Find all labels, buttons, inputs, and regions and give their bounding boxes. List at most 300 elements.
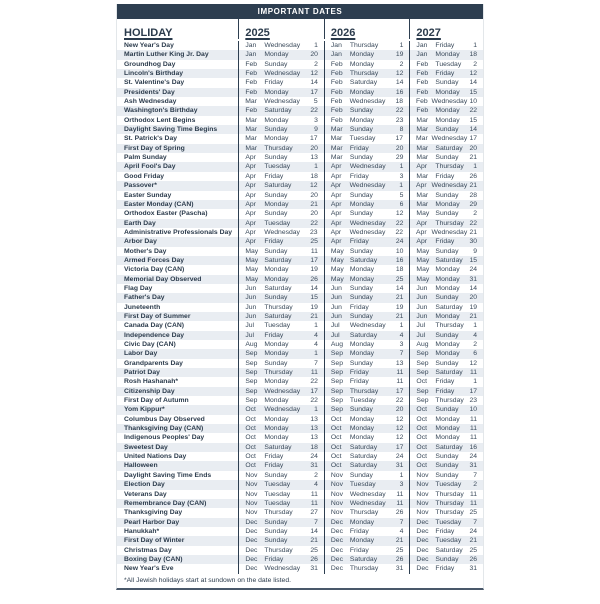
date-cell-2026 [324,471,410,480]
holiday-name: Presidents' Day [124,88,175,96]
month: Sep [330,387,343,395]
month: Mar [330,126,343,134]
weekday: Wednesday [264,406,301,414]
month: May [330,256,344,264]
day-number: 2 [399,60,404,68]
month: Mar [416,172,429,180]
day-number: 24 [310,453,318,461]
date-cell-2027 [409,219,483,228]
table-row [117,312,483,321]
date-cell-2026 [324,405,410,414]
weekday: Thursday [349,42,379,49]
year-column-header-2027 [409,19,483,39]
day-number: 7 [314,518,318,526]
table-row [117,97,483,106]
day-number: 11 [310,499,318,507]
day-number: 10 [395,247,404,255]
date-cell-2027 [409,461,483,470]
weekday: Monday [264,378,289,386]
weekday: Sunday [435,359,459,367]
month: Nov [416,471,429,479]
day-number: 22 [469,107,478,115]
month: Feb [416,98,428,106]
weekday: Sunday [264,471,288,479]
month: Oct [245,462,256,470]
month: Oct [245,425,256,433]
table-row [117,340,483,349]
month: Mar [416,126,429,134]
date-cell-2027 [409,153,483,162]
weekday: Monday [264,135,289,143]
weekday: Friday [264,79,284,87]
date-cell-2027 [409,508,483,517]
day-number: 1 [473,378,478,386]
month: Oct [330,425,342,433]
month: Feb [416,107,429,115]
month: Apr [330,163,342,171]
day-number: 19 [469,303,478,311]
weekday: Thursday [349,509,379,517]
date-cell-2027 [409,471,483,480]
weekday: Friday [264,238,284,246]
weekday: Saturday [264,284,292,292]
weekday: Sunday [349,294,373,302]
month: Mar [416,191,429,199]
date-cell-2026 [324,518,410,527]
day-number: 18 [310,172,318,180]
table-row [117,480,483,489]
weekday: Monday [435,312,460,320]
day-number: 18 [395,266,404,274]
weekday: Sunday [349,191,373,199]
date-cell-2026 [324,461,410,470]
month: Mar [416,200,429,208]
weekday: Wednesday [349,98,386,106]
weekday: Sunday [435,462,459,470]
date-cell-2025 [238,461,324,470]
date-cell-2027 [409,536,483,545]
table-row [117,209,483,218]
day-number: 7 [314,359,318,367]
holiday-name: Armed Forces Day [124,256,185,264]
month: Nov [245,509,258,517]
month: Mar [416,135,428,143]
weekday: Saturday [264,256,292,264]
month: Apr [245,210,256,218]
weekday: Thursday [264,144,293,152]
weekday: Saturday [264,182,292,190]
weekday: Saturday [264,443,292,451]
date-cell-2027 [409,125,483,134]
date-cell-2025 [238,200,324,209]
date-cell-2027 [409,275,483,284]
day-number: 29 [395,154,404,162]
day-number: 19 [395,303,404,311]
day-number: 13 [310,415,318,423]
holiday-name: Lincoln's Birthday [124,70,184,78]
day-number: 15 [310,294,318,302]
month: Jul [245,331,255,339]
day-number: 22 [469,219,478,227]
weekday: Wednesday [264,228,300,236]
holiday-name: Memorial Day Observed [124,275,202,283]
holiday-name: Boxing Day (CAN) [124,555,183,563]
day-number: 13 [310,154,318,162]
footnote: *All Jewish holidays start at sundown on the date listed. [124,576,291,584]
date-cell-2025 [238,60,324,69]
weekday: Sunday [264,359,288,367]
month: Dec [245,537,258,545]
weekday: Monday [349,88,375,96]
holiday-name: United Nations Day [124,453,187,461]
month: May [245,247,259,255]
table-row [117,265,483,274]
date-cell-2025 [238,181,323,190]
date-cell-2027 [409,172,483,181]
weekday: Tuesday [264,322,291,330]
weekday: Tuesday [435,537,462,545]
date-cell-2026 [324,433,410,442]
day-number: 22 [310,219,318,227]
holiday-name: Christmas Day [124,546,172,554]
month: Sep [330,378,343,386]
date-cell-2025 [238,490,324,499]
day-number: 31 [469,275,478,283]
holiday-name: Victoria Day (CAN) [124,266,185,274]
weekday: Monday [349,425,375,433]
day-number: 12 [395,425,404,433]
holiday-name: St. Patrick's Day [124,135,177,143]
weekday: Saturday [435,369,463,377]
month: Dec [330,565,343,573]
date-cell-2025 [238,508,324,517]
date-cell-2025 [238,443,324,452]
date-cell-2027 [409,312,483,321]
month: Dec [245,546,258,554]
day-number: 7 [473,518,478,526]
date-cell-2025 [238,405,324,414]
date-cell-2025 [238,228,323,237]
month: Jul [245,322,255,330]
date-cell-2027 [409,490,483,499]
day-number: 14 [310,527,318,535]
month: Sep [330,397,343,405]
date-cell-2025 [238,153,324,162]
date-cell-2026 [324,359,410,368]
weekday: Monday [349,415,375,423]
day-number: 2 [314,60,318,68]
weekday: Saturday [435,546,463,554]
date-cell-2025 [238,172,324,181]
month: Sep [330,406,343,414]
holiday-name: Orthodox Easter (Pascha) [124,210,208,218]
month: Sep [330,359,343,367]
holiday-name: Patriot Day [124,369,160,377]
weekday: Sunday [264,518,288,526]
year-column-header-2025 [238,19,324,39]
day-number: 15 [469,88,478,96]
month: May [245,266,259,274]
weekday: Monday [264,425,289,433]
day-number: 16 [395,256,404,264]
weekday: Sunday [349,210,373,218]
weekday: Monday [264,341,289,348]
page-title: IMPORTANT DATES [257,7,343,16]
month: May [330,266,344,274]
weekday: Friday [349,369,369,377]
date-cell-2026 [324,200,410,209]
month: May [245,275,259,283]
date-cell-2026 [324,527,410,536]
weekday: Monday [264,51,289,59]
date-cell-2026 [324,116,410,125]
date-cell-2026 [324,424,410,433]
month: Nov [330,481,343,489]
date-cell-2027 [409,116,483,125]
weekday: Saturday [435,144,463,152]
month: Feb [416,60,429,68]
weekday: Monday [264,200,289,208]
month: Jan [330,42,342,49]
table-row [117,518,483,527]
day-number: 6 [473,350,478,358]
holiday-name: Juneteenth [124,303,161,311]
month: Jun [330,294,342,302]
weekday: Tuesday [264,499,291,507]
day-number: 1 [314,42,318,49]
date-cell-2027 [409,415,483,424]
weekday: Monday [264,88,289,96]
date-cell-2026 [324,349,410,358]
weekday: Saturday [264,312,292,320]
month: Mar [245,116,258,124]
weekday: Friday [349,546,369,554]
day-number: 31 [469,565,478,573]
day-number: 5 [399,191,404,199]
holiday-name: First Day of Autumn [124,397,189,405]
day-number: 12 [469,70,478,78]
date-cell-2025 [238,368,324,377]
month: May [416,210,430,218]
date-cell-2027 [409,546,483,555]
holiday-name: Flag Day [124,284,153,292]
day-number: 31 [395,462,404,470]
month: Feb [330,107,343,115]
weekday: Sunday [349,471,373,479]
date-cell-2026 [324,490,410,499]
month: Oct [245,434,256,442]
date-cell-2027 [409,340,483,349]
day-number: 1 [473,322,478,330]
date-cell-2025 [238,321,324,330]
weekday: Sunday [264,154,288,162]
month: Sep [330,369,343,377]
weekday: Tuesday [264,490,291,498]
month: Apr [330,191,342,199]
weekday: Monday [349,200,375,208]
weekday: Sunday [349,154,373,162]
weekday: Saturday [349,256,378,264]
date-cell-2025 [238,293,324,302]
day-number: 22 [395,228,403,236]
day-number: 25 [395,275,404,283]
weekday: Monday [349,275,375,283]
holiday-name: Father's Day [124,294,165,302]
holiday-name: Good Friday [124,172,165,180]
table-row [117,247,483,256]
weekday: Sunday [349,312,373,320]
date-cell-2025 [238,265,324,274]
table-row [117,359,483,368]
holiday-name: Hanukkah* [124,527,160,535]
table-row [117,284,483,293]
day-number: 4 [314,331,318,339]
weekday: Saturday [349,79,378,87]
month: Dec [416,546,429,554]
table-row [117,219,483,228]
day-number: 22 [395,397,404,405]
day-number: 31 [310,462,318,470]
table-row [117,415,483,424]
table-row [117,321,483,330]
weekday: Friday [435,238,455,246]
table-row [117,424,483,433]
table-row [117,69,483,78]
table-row [117,536,483,545]
month: May [416,266,430,274]
month: Jul [330,331,340,339]
weekday: Sunday [264,126,288,134]
day-number: 11 [469,499,478,507]
month: Feb [245,70,258,78]
date-cell-2027 [409,200,483,209]
day-number: 19 [310,303,318,311]
day-number: 17 [310,256,318,264]
weekday: Sunday [435,555,459,563]
month: Jan [245,51,257,59]
date-cell-2025 [238,125,324,134]
weekday: Thursday [264,509,293,517]
day-number: 14 [395,284,404,292]
weekday: Wednesday [431,228,468,236]
day-number: 14 [310,79,318,87]
date-cell-2026 [324,275,410,284]
date-cell-2025 [238,303,324,312]
day-number: 20 [395,406,404,414]
holiday-name: Citizenship Day [124,387,175,395]
holiday-name: Thanksgiving Day (CAN) [124,425,204,433]
date-cell-2026 [324,256,410,265]
weekday: Sunday [349,126,373,134]
day-number: 10 [469,406,478,414]
weekday: Friday [435,172,455,180]
weekday: Monday [349,266,375,274]
month: May [416,247,430,255]
day-number: 21 [310,537,318,545]
weekday: Tuesday [435,518,462,526]
weekday: Wednesday [349,490,386,498]
table-row [117,60,483,69]
month: Feb [245,79,258,87]
month: Jul [416,322,426,330]
weekday: Wednesday [431,135,468,143]
date-cell-2026 [324,284,410,293]
day-number: 3 [314,116,318,124]
month: Nov [245,499,258,507]
month: Mar [416,154,429,162]
table-row [117,78,483,87]
day-number: 17 [469,135,477,143]
date-cell-2025 [238,349,324,358]
day-number: 25 [469,509,478,517]
day-number: 22 [395,219,404,227]
date-cell-2027 [409,247,483,256]
month: Feb [416,88,429,96]
day-number: 24 [395,238,404,246]
month: Nov [330,490,343,498]
weekday: Friday [264,462,284,470]
day-number: 18 [469,51,478,59]
month: Jan [330,51,342,59]
day-number: 11 [469,434,478,442]
day-number: 14 [395,79,404,87]
month: Apr [330,228,342,236]
holiday-column-header: HOLIDAY [124,27,173,39]
date-cell-2025 [238,191,324,200]
weekday: Friday [435,42,455,49]
holiday-name: Washington's Birthday [124,107,198,115]
holiday-name: Independence Day [124,331,185,339]
table-row [117,331,483,340]
table-row [117,191,483,200]
month: Jun [330,284,342,292]
month: May [245,256,259,264]
weekday: Monday [349,51,375,59]
weekday: Thursday [435,397,464,405]
date-cell-2027 [409,368,483,377]
month: Apr [330,219,342,227]
day-number: 1 [314,163,318,171]
weekday: Sunday [435,406,459,414]
holiday-name: Mother's Day [124,247,167,255]
weekday: Wednesday [349,219,386,227]
day-number: 12 [469,359,478,367]
date-cell-2027 [409,69,483,78]
holiday-name: First Day of Winter [124,537,185,545]
weekday: Sunday [435,294,459,302]
date-cell-2027 [409,228,483,237]
day-number: 24 [469,453,478,461]
year-label: 2026 [330,27,356,39]
column-header-row [117,19,483,41]
date-cell-2027 [409,78,483,87]
date-cell-2025 [238,284,324,293]
date-cell-2026 [324,377,410,386]
day-number: 25 [395,546,404,554]
weekday: Monday [349,434,375,442]
date-cell-2026 [324,181,409,190]
day-number: 1 [473,163,478,171]
weekday: Thursday [435,499,464,507]
date-cell-2025 [238,209,324,218]
holiday-name: Daylight Saving Time Ends [124,471,212,479]
date-cell-2026 [324,555,410,564]
month: May [330,247,344,255]
date-cell-2025 [238,237,324,246]
day-number: 11 [469,369,478,377]
date-cell-2025 [238,396,324,405]
weekday: Thursday [435,219,464,227]
